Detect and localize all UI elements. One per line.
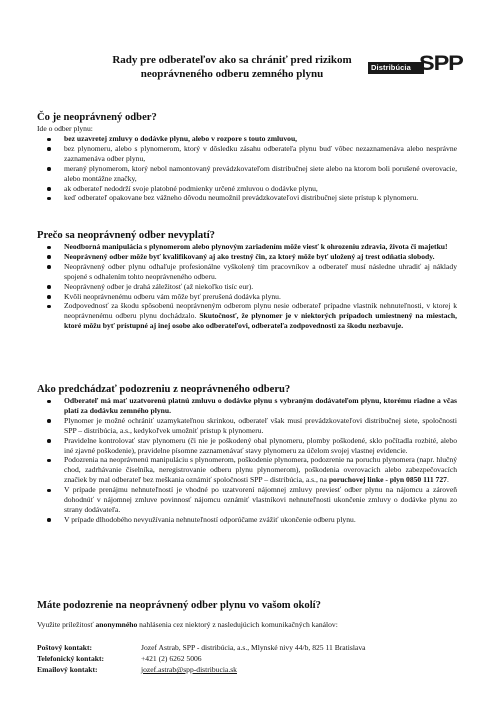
list-item [37, 301, 457, 331]
list-item: Neoprávnený odber je drahá záležitosť (až niekoľko tisíc eur). [37, 282, 457, 292]
contact-label: Poštový kontakt: [37, 643, 93, 652]
bullet-list [37, 134, 457, 203]
contact-label: Telefonický kontakt: [37, 654, 105, 663]
fault-line-phone: poruchovej linke - plyn 0850 111 727 [328, 475, 447, 485]
logo-bar [368, 62, 424, 74]
section-heading: Čo je neoprávnený odber? [37, 112, 157, 123]
contact-label: Emailový kontakt: [37, 665, 98, 674]
section-prevention [37, 383, 457, 525]
item-text: . [446, 475, 449, 485]
logo-mark: SPP [419, 52, 463, 75]
contacts-block [37, 642, 457, 675]
item-text: Podozrenia na neoprávnenú manipuláciu s plynomerom, poškodenie plynomera, podozrenie na poruchu plynomera (napr. hlučný chod, zadrhávanie číselníka, neregistrovanie odberu plynu plynomerom), poškodenia overovacích alebo zabezpečovacích značiek by mal odberateľ bez meškania oznámiť spoločnosti SPP – distribúcia, a.s., na [64, 455, 457, 485]
list-item: Odberateľ má mať uzatvorenú platnú zmluvu o dodávke plynu s vybraným dodávateľom plynu, ktorému riadne a včas platí za dodávku zemného plynu. [37, 396, 457, 416]
section-heading: Ako predchádzať podozreniu z neoprávneného odberu? [37, 384, 291, 395]
list-item: Kvôli neoprávnenému odberu vám môže byť prerušená dodávka plynu. [37, 292, 457, 302]
lead-text-bold: anonymného [95, 620, 138, 629]
list-item: bez plynomeru, alebo s plynomerom, ktorý v dôsledku zásahu odberateľa plynu buď vôbec nezaznamenáva alebo nesprávne zaznamenáva odber plynu, [37, 144, 457, 164]
contact-value: +421 (2) 6262 5006 [141, 654, 202, 663]
list-item: Neoprávnený odber plynu odhaľuje profesionálne vyškolený tím pracovníkov a odberateľ musí následne uhradiť aj náklady spojené s odhalením tohto neoprávneného odberu. [37, 262, 457, 282]
list-item: Pravidelne kontrolovať stav plynomeru (či nie je poškodený obal plynomeru, plomby poškodené, sklo počítadla rozbité, alebo iné zjavné poškodenie), pravidelne písomne zaznamenávať stavy plynomeru za účelom svojej vlastnej evidencie. [37, 436, 457, 456]
section-intro: Ide o odber plynu: [37, 124, 93, 133]
list-item [37, 455, 457, 485]
bullet-list [37, 242, 457, 331]
section-why-not-worth-it [37, 229, 457, 331]
lead-text: Využite príležitosť [37, 620, 96, 629]
email-link[interactable]: jozef.astrab@spp-distribucia.sk [141, 665, 237, 674]
list-item: V prípade prenájmu nehnuteľností je vhodné po uzatvorení nájomnej zmluvy previesť odber plynu na nájomcu a zároveň dohodnúť v nájomnej zmluve povinnosť nájomcu oznámiť vlastníkovi nehnuteľnosti ukončenie zmluvy o dodávke plynu zo strany dodávateľa. [37, 485, 457, 515]
section-heading: Prečo sa neoprávnený odber nevyplatí? [37, 230, 215, 241]
list-item: Neoprávnený odber môže byť kvalifikovaný aj ako trestný čin, za ktorý môže byť uložený aj trest odňatia slobody. [37, 252, 457, 262]
contact-row-post [37, 642, 457, 653]
section-what-is-unauthorized [37, 111, 457, 203]
list-item: V prípade dlhodobého nevyužívania nehnuteľností odporúčame zvážiť ukončenie odberu plynu. [37, 515, 457, 525]
lead-text: nahlásenia cez niektorý z nasledujúcich komunikačných kanálov: [137, 620, 338, 629]
contact-value: Jozef Astrab, SPP - distribúcia, a.s., Mlynské nivy 44/b, 825 11 Bratislava [141, 643, 366, 652]
list-item: ak odberateľ nedodrží svoje platobné podmienky určené zmluvou o dodávke plynu, [37, 184, 457, 194]
list-item: bez uzavretej zmluvy o dodávke plynu, alebo v rozpore s touto zmluvou, [37, 134, 457, 144]
list-item: Plynomer je možné ochrániť uzamykateľnou skrinkou, odberateľ však musí prevádzkovateľovi distribučnej siete, spoločnosti SPP – distribúcia, a.s., kedykoľvek umožniť prístup k plynomeru. [37, 416, 457, 436]
item-text: Zodpovednosť za škodu spôsobenú neoprávneným odberom plynu nesie odberateľ prípadne vlastník nehnuteľnosti, v ktorej k neoprávnenému odberu plynu dochádzalo. [64, 301, 457, 321]
list-item: Neodborná manipulácia s plynomerom alebo plynovým zariadením môže viesť k ohrozeniu zdravia, života či majetku! [37, 242, 457, 252]
logo-text: Distribúcia [371, 63, 411, 72]
section-report-suspicion [37, 599, 457, 630]
contact-row-phone [37, 653, 457, 664]
list-item: keď odberateľ opakovane bez vážneho dôvodu neumožnil prevádzkovateľovi distribučnej siete prístup k plynomeru. [37, 193, 457, 203]
title-line-2: neoprávneného odberu zemného plynu [140, 68, 324, 80]
list-item: meraný plynomerom, ktorý nebol namontovaný prevádzkovateľom distribučnej siete alebo na ktorom boli porušené overovacie, alebo montážne značky, [37, 164, 457, 184]
contact-row-email [37, 664, 457, 675]
bullet-list [37, 396, 457, 525]
document-title [82, 53, 382, 81]
title-line-1: Rady pre odberateľov ako sa chrániť pred rizikom [112, 54, 352, 66]
spp-distribucia-logo [368, 51, 463, 77]
section-lead [37, 620, 457, 630]
section-heading: Máte podozrenie na neoprávnený odber plynu vo vašom okolí? [37, 600, 321, 611]
item-text-bold: Skutočnosť, že plynomer je v niektorých prípadoch umiestnený na miestach, ktoré môžu byť prístupné aj inej osobe ako odberateľovi, odberateľa zodpovednosti za škodu nezbavuje. [64, 311, 457, 331]
